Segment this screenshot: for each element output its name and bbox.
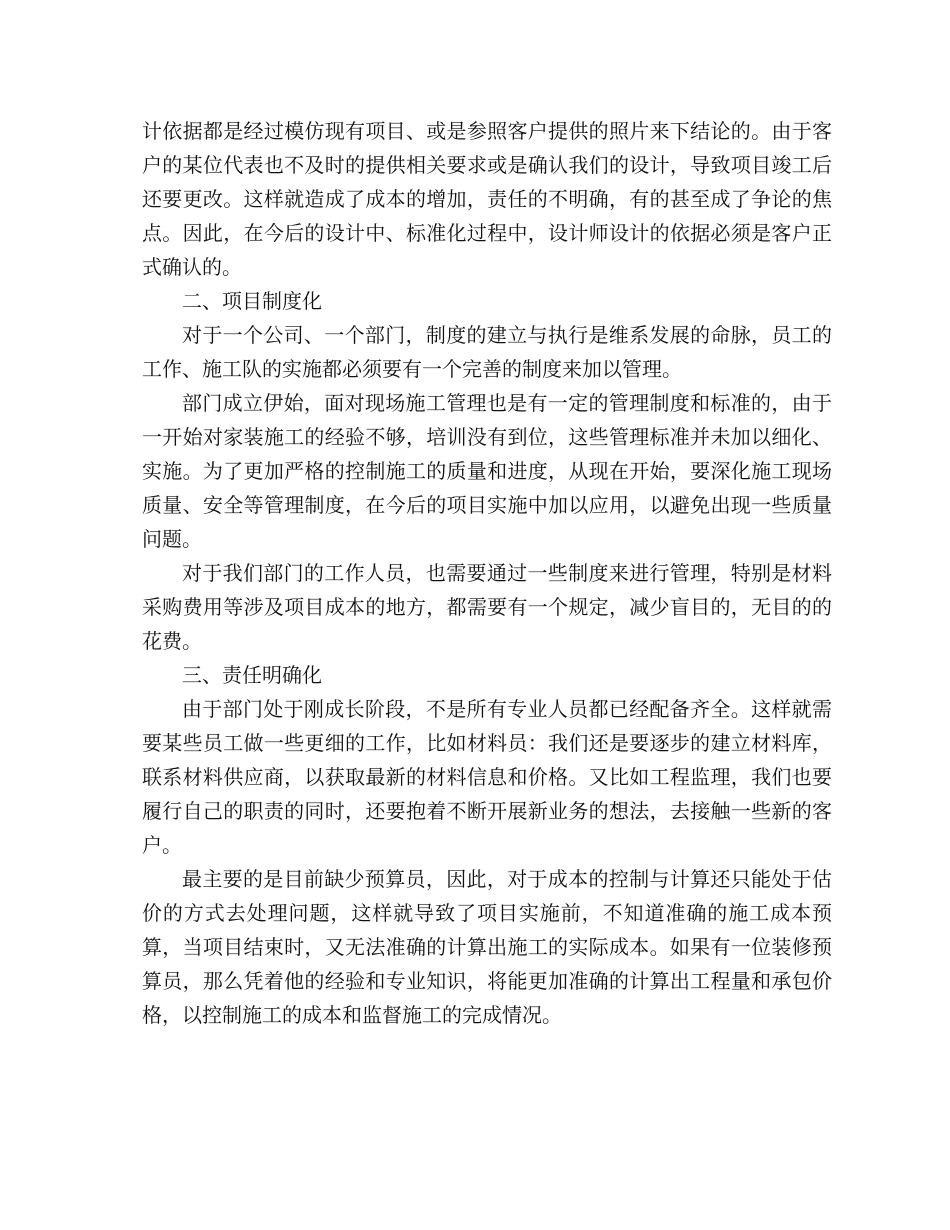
document-body: [142, 114, 832, 1032]
paragraph-budget-staff: 最主要的是目前缺少预算员，因此，对于成本的控制与计算还只能处于估价的方式去处理问题，这样就导致了项目实施前，不知道准确的施工成本预算，当项目结束时，又无法准确的计算出施工的实际成本。如果有一位装修预算员，那么凭着他的经验和专业知识，将能更加准确的计算出工程量和承包价格，以控制施工的成本和监督施工的完成情况。: [142, 867, 832, 1027]
paragraph-site-management: 部门成立伊始，面对现场施工管理也是有一定的管理制度和标准的，由于一开始对家装施工的经验不够，培训没有到位，这些管理标准并未加以细化、实施。为了更加严格的控制施工的质量和进度，从现在开始，要深化施工现场质量、安全等管理制度，在今后的项目实施中加以应用，以避免出现一些质量问题。: [142, 391, 832, 551]
paragraph-institution-importance: 对于一个公司、一个部门，制度的建立与执行是维系发展的命脉，员工的工作、施工队的实施都必须要有一个完善的制度来加以管理。: [142, 323, 832, 381]
paragraph-staff-management: 对于我们部门的工作人员，也需要通过一些制度来进行管理，特别是材料采购费用等涉及项目成本的地方，都需要有一个规定，减少盲目的，无目的的花费。: [142, 561, 832, 653]
section-heading-responsibility: 三、责任明确化: [182, 663, 322, 687]
section-heading-institutionalization: 二、项目制度化: [182, 289, 322, 313]
paragraph-design-basis: 计依据都是经过模仿现有项目、或是参照客户提供的照片来下结论的。由于客户的某位代表也不及时的提供相关要求或是确认我们的设计，导致项目竣工后还要更改。这样就造成了成本的增加，责任的不明确，有的甚至成了争论的焦点。因此，在今后的设计中、标准化过程中，设计师设计的依据必须是客户正式确认的。: [142, 119, 832, 279]
paragraph-department-growth: 由于部门处于刚成长阶段，不是所有专业人员都已经配备齐全。这样就需要某些员工做一些更细的工作，比如材料员：我们还是要逐步的建立材料库，联系材料供应商，以获取最新的材料信息和价格。又比如工程监理，我们也要履行自己的职责的同时，还要抱着不断开展新业务的想法，去接触一些新的客户。: [142, 697, 832, 857]
